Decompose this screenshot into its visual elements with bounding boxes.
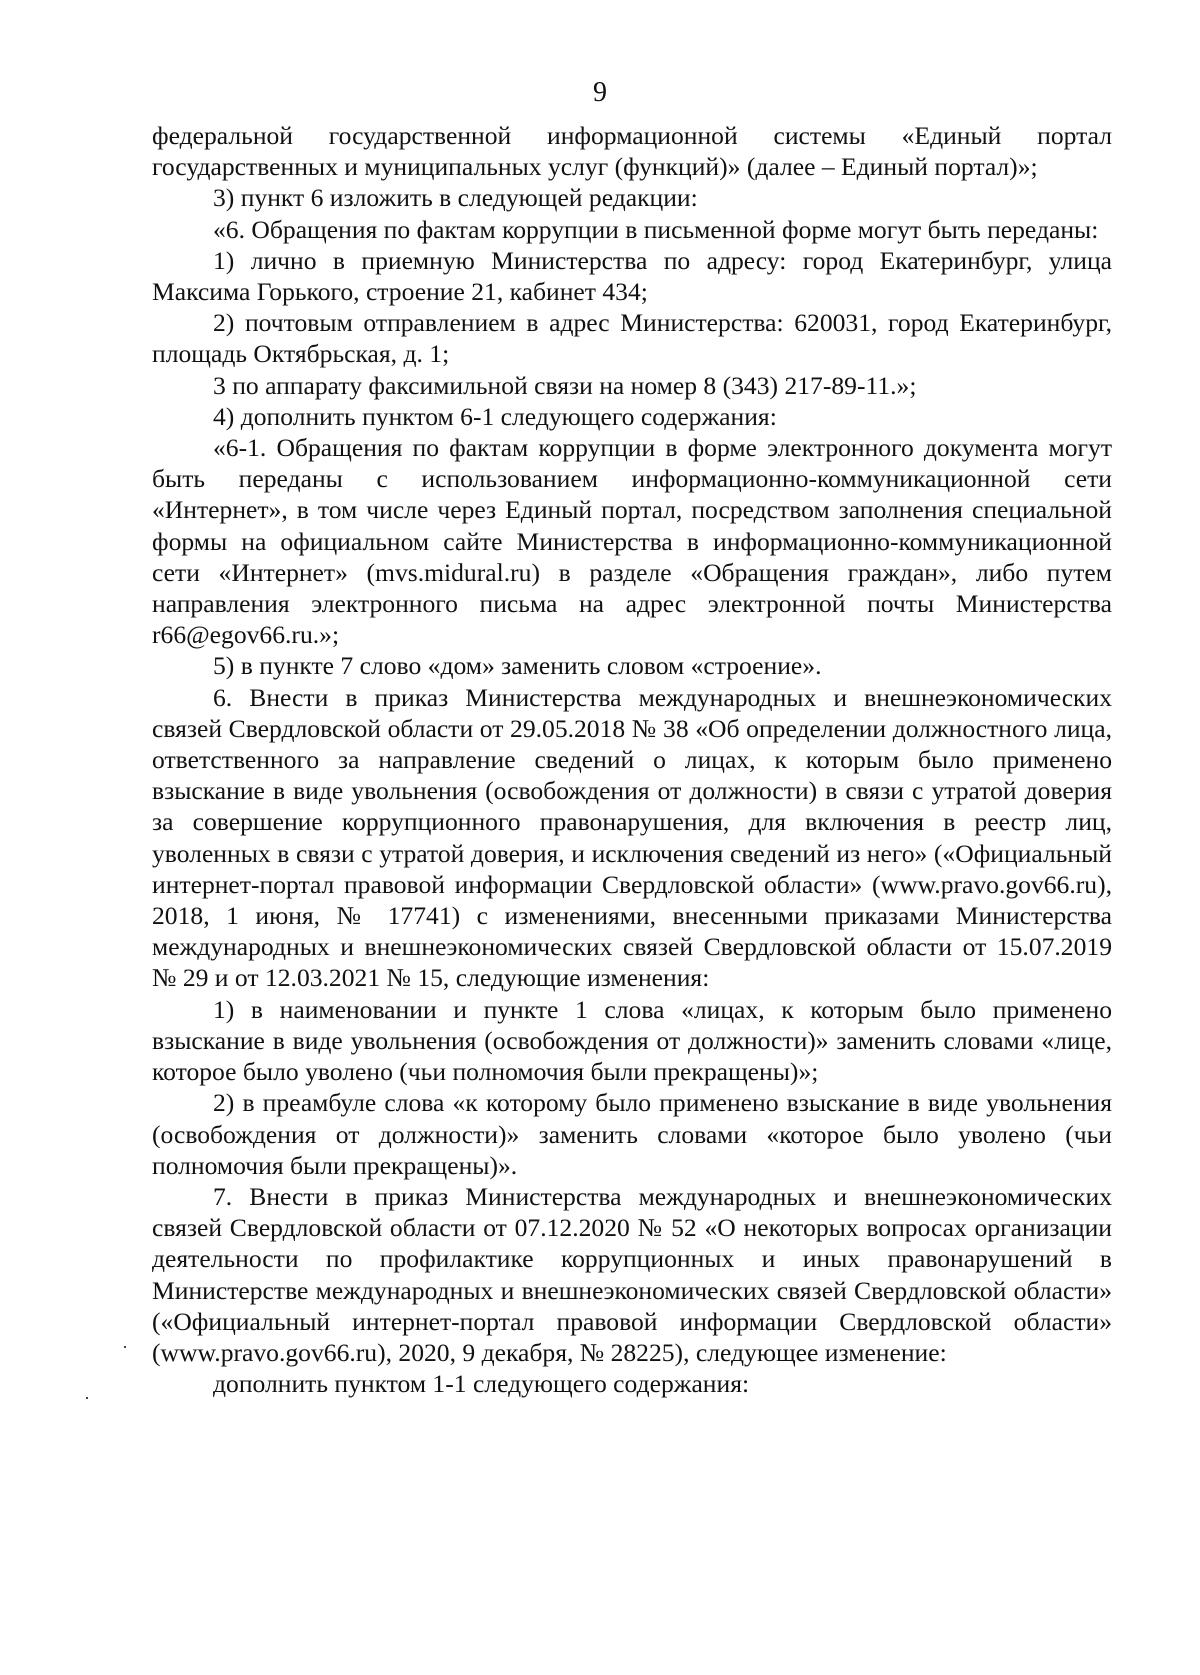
document-body (152, 120, 1112, 1399)
paragraph-continuation: федеральной государственной информационной системы «Единый портал государственных и муниципальных услуг (функций)» (далее – Единый портал)»; (152, 121, 1112, 182)
paragraph-section-6-item-2: 2) в преамбуле слова «к которому было применено взыскание в виде увольнения (освобождения от должности)» заменить словами «которое было уволено (чьи полномочия были прекращены)». (152, 1088, 1112, 1180)
paragraph-item-3: 3) пункт 6 изложить в следующей редакции: (213, 183, 698, 213)
paragraph-clause-6-item-3: 3 по аппарату факсимильной связи на номер 8 (343) 217-89-11.»; (213, 370, 917, 400)
paragraph-section-6-item-1: 1) в наименовании и пункте 1 слова «лицах, к которым было применено взыскание в виде увольнения (освобождения от должности)» заменить словами «лице, которое было уволено (чьи полномочия были прекращены)»; (152, 994, 1112, 1087)
paragraph-section-7-addition: дополнить пунктом 1-1 следующего содержания: (213, 1369, 750, 1399)
paragraph-clause-6-item-1: 1) лично в приемную Министерства по адресу: город Екатеринбург, улица Максима Горького, строение 21, кабинет 434; (152, 245, 1112, 307)
scan-speck (86, 1397, 88, 1399)
paragraph-section-6: 6. Внести в приказ Министерства международных и внешнеэкономических связей Свердловской области от 29.05.2018 № 38 «Об определении должностного лица, ответственного за направление сведений о лицах, к которым было применено взыскание в виде увольнения (освобождения от должности) в связи с утратой доверия за совершение коррупционного правонарушения, для включения в реестр лиц, уволенных в связи с утратой доверия, и исключения сведений из него» («Официальный интернет-портал правовой информации Свердловской области» (www.pravo.gov66.ru), 2018, 1 июня, № 17741) с изменениями, внесенными приказами Министерства международных и внешнеэкономических связей Свердловской области от 15.07.2019 № 29 и от 12.03.2021 № 15, следующие изменения: (152, 682, 1112, 993)
paragraph-clause-6: «6. Обращения по фактам коррупции в письменной форме могут быть переданы: (213, 214, 1099, 244)
paragraph-item-5: 5) в пункте 7 слово «дом» заменить словом «строение». (213, 651, 822, 681)
scan-speck (124, 1346, 126, 1348)
page-number: 9 (593, 77, 607, 108)
paragraph-section-7: 7. Внести в приказ Министерства международных и внешнеэкономических связей Свердловской области от 07.12.2020 № 52 «О некоторых вопросах организации деятельности по профилактике коррупционных и иных правонарушений в Министерстве международных и внешнеэкономических связей Свердловской области» («Официальный интернет-портал правовой информации Свердловской области» (www.pravo.gov66.ru), 2020, 9 декабря, № 28225), следующее изменение: (152, 1181, 1112, 1367)
paragraph-clause-6-item-2: 2) почтовым отправлением в адрес Министерства: 620031, город Екатеринбург, площадь Октябрьская, д. 1; (152, 308, 1112, 369)
paragraph-clause-6-1: «6-1. Обращения по фактам коррупции в форме электронного документа могут быть переданы с использованием информационно-коммуникационной сети «Интернет», в том числе через Единый портал, посредством заполнения специальной формы на официальном сайте Министерства в информационно-коммуникационной сети «Интернет» (mvs.midural.ru) в разделе «Обращения граждан», либо путем направления электронного письма на адрес электронной почты Министерства r66@egov66.ru.»; (152, 433, 1112, 650)
paragraph-item-4: 4) дополнить пунктом 6-1 следующего содержания: (213, 401, 777, 431)
